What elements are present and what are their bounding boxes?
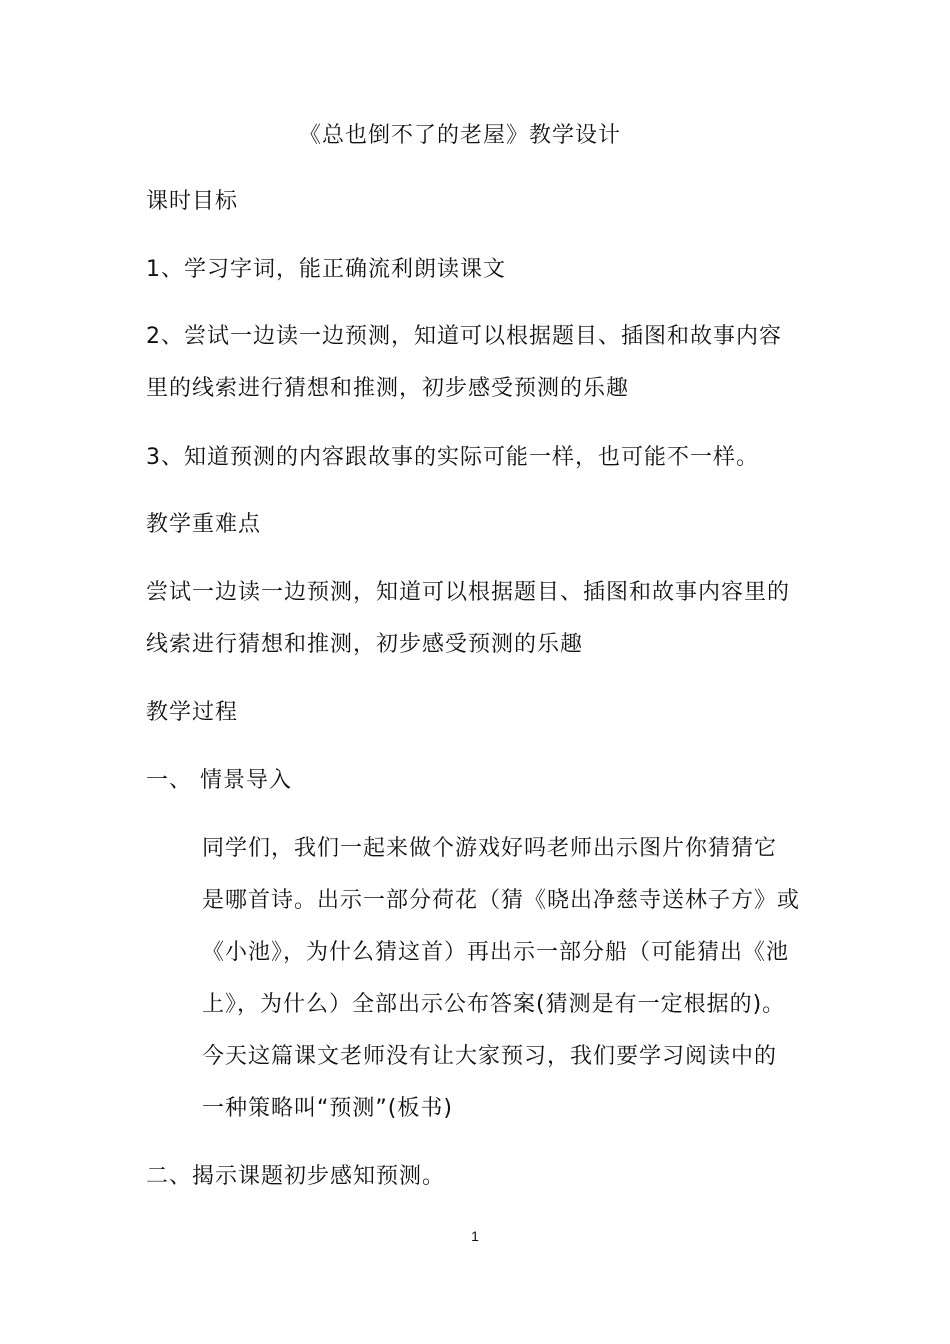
objectives-heading: 课时目标 xyxy=(146,189,239,214)
section-1-line: 一种策略叫“预测”(板书) xyxy=(202,1096,453,1121)
section-1-line: 是哪首诗。出示一部分荷花（猜《晓出净慈寺送林子方》或 xyxy=(202,888,801,913)
process-heading: 教学过程 xyxy=(146,700,239,725)
objective-2-line-2: 里的线索进行猜想和推测，初步感受预测的乐趣 xyxy=(146,376,630,401)
key-points-heading: 教学重难点 xyxy=(146,512,262,537)
objective-1: 1、学习字词，能正确流利朗读课文 xyxy=(146,257,506,282)
key-points-line-2: 线索进行猜想和推测，初步感受预测的乐趣 xyxy=(146,632,584,657)
section-1-line: 同学们，我们一起来做个游戏好吗老师出示图片你猜猜它 xyxy=(202,836,778,861)
document-title: 《总也倒不了的老屋》教学设计 xyxy=(299,123,622,148)
objective-2-line-1: 2、尝试一边读一边预测，知道可以根据题目、插图和故事内容 xyxy=(146,324,782,349)
section-1-heading: 一、 情景导入 xyxy=(146,768,292,793)
section-1-line: 上》，为什么）全部出示公布答案(猜测是有一定根据的)。 xyxy=(202,992,786,1017)
section-1-line: 今天这篇课文老师没有让大家预习，我们要学习阅读中的 xyxy=(202,1044,778,1069)
section-1-line: 《小池》，为什么猜这首）再出示一部分船（可能猜出《池 xyxy=(202,940,790,965)
key-points-line-1: 尝试一边读一边预测，知道可以根据题目、插图和故事内容里的 xyxy=(146,580,791,605)
page-number: 1 xyxy=(471,1228,479,1244)
section-2-heading: 二、揭示课题初步感知预测。 xyxy=(146,1164,446,1189)
objective-3: 3、知道预测的内容跟故事的实际可能一样，也可能不一样。 xyxy=(146,445,759,470)
